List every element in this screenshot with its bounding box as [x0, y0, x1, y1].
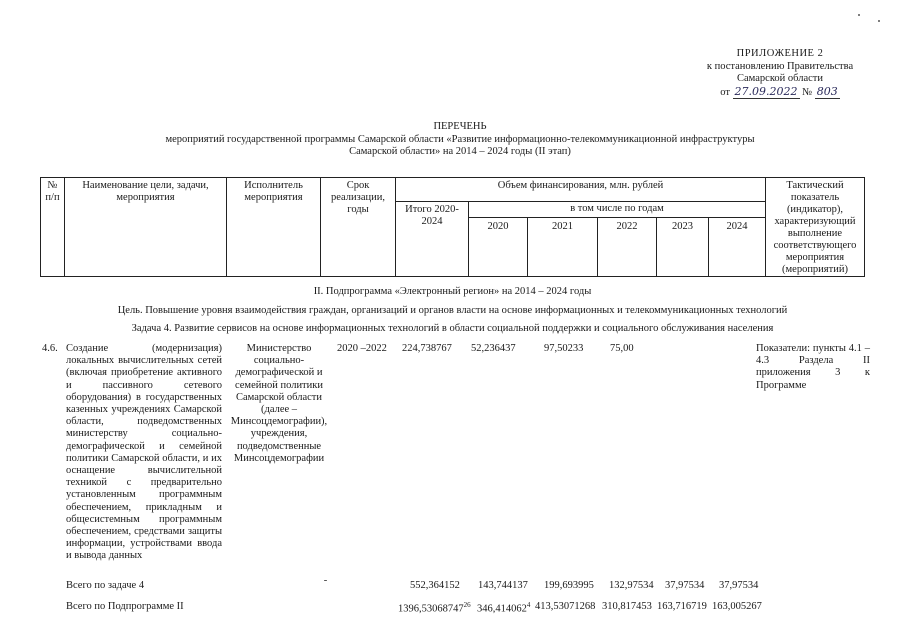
total-task4-2021: 199,693995: [544, 580, 594, 591]
handwritten-date: 27.09.2022: [734, 84, 798, 98]
total-sub2-2020-value: 346,414062: [477, 603, 527, 615]
total-sub2-total-value: 1396,53068747: [398, 603, 464, 615]
row-number: 4.6.: [42, 343, 58, 354]
appendix-line-2: Самарской области: [737, 73, 823, 84]
total-sub2-2020: [477, 601, 530, 615]
total-sub2-2020-footnote: 4: [526, 601, 531, 609]
total-task4-2024: 37,97534: [719, 580, 759, 591]
header-col-name: Наименование цели, задачи, мероприятия: [64, 177, 227, 277]
header-col-term: Срок реализации, годы: [320, 177, 396, 277]
row-indicator: Показатели: пункты 4.1 – 4.3 Раздела II приложения 3 к Программе: [756, 343, 870, 391]
total-task4-2020: 143,744137: [478, 580, 528, 591]
header-col-incl: в том числе по годам: [468, 201, 766, 218]
header-col-executor: Исполнитель мероприятия: [226, 177, 321, 277]
total-sub2-2023: 163,716719: [657, 601, 707, 612]
total-task4-2023: 37,97534: [665, 580, 705, 591]
heading-title: ПЕРЕЧЕНЬ: [433, 121, 487, 132]
row-executor: Министерство социально-демографической и семейной политики Самарской области (далее – Минсоцдемографии), учреждения, подведомственные Минсоцдемографии: [230, 343, 328, 464]
header-year-2020: 2020: [468, 217, 528, 277]
scan-speck: [324, 580, 327, 581]
row-2022: 75,00: [610, 343, 634, 354]
row-2021: 97,50233: [544, 343, 584, 354]
heading-line-1: мероприятий государственной программы Самарской области «Развитие информационно-телекоммуникационной инфраструктуры: [165, 133, 755, 145]
appendix-line-1: к постановлению Правительства: [706, 60, 854, 72]
header-year-2022: 2022: [597, 217, 657, 277]
header-year-2023: 2023: [656, 217, 709, 277]
appendix-date-line: [680, 86, 880, 100]
appendix-block: [680, 48, 880, 99]
total-sub2-total-footnote: 26: [463, 601, 471, 609]
heading-line-2: Самарской области» на 2014 – 2024 годы (II этап): [349, 146, 571, 157]
header-year-2021: 2021: [527, 217, 598, 277]
handwritten-number: 803: [816, 84, 838, 98]
header-col-number: [40, 177, 65, 277]
total-task4-label: Всего по задаче 4: [66, 580, 145, 591]
header-col-funding: Объем финансирования, млн. рублей: [395, 177, 766, 202]
row-name: Создание (модернизация) локальных вычислительных сетей (включая приобретение активного и пассивного сетевого оборудования) в государственных казенных учреждениях Самарской области, подведомственных министерству социально-демографической и семейной политики Самарской области, и их оснащение вычислительной техникой с предварительно установленным программным обеспечением, прикладным и общесистемным программным обеспечением, средствами защиты информации, устройствами ввода и вывода данных: [66, 343, 222, 562]
row-2020: 52,236437: [471, 343, 516, 354]
scan-speck: [858, 14, 860, 16]
header-year-2024: 2024: [708, 217, 766, 277]
total-sub2-2021: 413,53071268: [535, 601, 596, 612]
document-heading: [120, 121, 800, 159]
task-text: Задача 4. Развитие сервисов на основе информационных технологий в области социальной поддержки и социального обслуживания населения: [131, 323, 774, 334]
goal-text: Цель. Повышение уровня взаимодействия граждан, организаций и органов власти на основе информационных и телекоммуникационных технологий: [117, 305, 788, 316]
total-task4-total: 552,364152: [410, 580, 460, 591]
total-sub2-total: [398, 601, 471, 615]
header-col-indicator: Тактический показатель (индикатор), характеризующий выполнение соответствующего мероприятия (мероприятий): [765, 177, 865, 277]
table-header: [40, 177, 865, 277]
row-total: 224,738767: [402, 343, 452, 354]
subprogram-title: II. Подпрограмма «Электронный регион» на 2014 – 2024 годы: [313, 286, 592, 297]
appendix-title: ПРИЛОЖЕНИЕ 2: [736, 48, 824, 59]
total-task4-2022: 132,97534: [609, 580, 654, 591]
scan-speck: [878, 20, 880, 22]
number-prefix: №: [802, 86, 813, 98]
header-col-total: Итого 2020-2024: [395, 201, 469, 277]
date-prefix: от: [720, 86, 730, 98]
total-sub2-label: Всего по Подпрограмме II: [66, 601, 184, 612]
total-sub2-2022: 310,817453: [602, 601, 652, 612]
total-sub2-2024: 163,005267: [712, 601, 762, 612]
row-term: 2020 –2022: [337, 343, 387, 354]
header-number-sign: №: [47, 180, 58, 191]
header-number-pp: п/п: [45, 192, 60, 203]
